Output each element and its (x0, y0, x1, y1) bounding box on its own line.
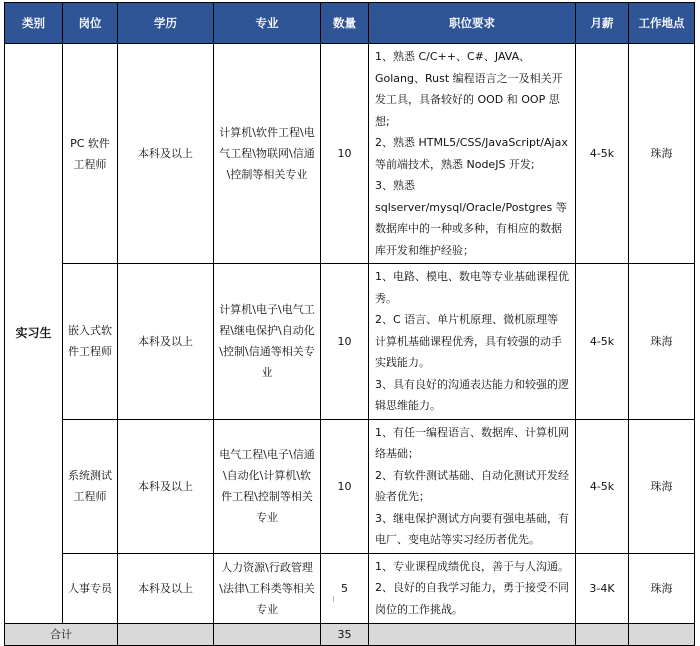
position-cell: 人事专员 (63, 553, 118, 623)
requirement-item: 2、C 语言、单片机原理、微机原理等计算机基础课程优秀，具有较强的动手实践能力。 (375, 313, 562, 369)
requirement-item: 3、熟悉 sqlserver/mysql/Oracle/Postgres 等数据库中的一种或多种，有相应的数据库开发和维护经验； (375, 179, 567, 257)
header-row (5, 3, 695, 44)
requirement-item: 3、继电保护测试方向要有强电基础，有电厂、变电站等实习经历者优先。 (375, 511, 569, 546)
salary-cell: 4-5k (576, 44, 629, 264)
category-cell: 实习生 (5, 44, 63, 624)
header-major: 专业 (214, 3, 321, 44)
location-cell: 珠海 (629, 419, 695, 553)
salary-cell: 4-5k (576, 264, 629, 420)
table-row (5, 419, 695, 553)
empty-cell (369, 623, 576, 645)
education-cell: 本科及以上 (118, 264, 214, 420)
education-cell: 本科及以上 (118, 44, 214, 264)
requirement-item: 3、具有良好的沟通表达能力和较强的逻辑思维能力。 (375, 377, 569, 412)
empty-cell (629, 623, 695, 645)
header-requirements: 职位要求 (369, 3, 576, 44)
salary-cell: 3-4K (576, 553, 629, 623)
position-cell: 嵌入式软件工程师 (63, 264, 118, 420)
requirement-item: 2、有软件测试基础、自动化测试开发经验者优先； (375, 468, 569, 503)
table-row (5, 553, 695, 623)
header-category: 类别 (5, 3, 63, 44)
major-cell: 电气工程\电子\信通\自动化\计算机\软件工程\控制等相关专业 (214, 419, 321, 553)
requirement-item: 2、熟悉 HTML5/CSS/JavaScript/Ajax 等前端技术，熟悉 NodeJS 开发; (375, 136, 568, 171)
requirement-item: 1、熟悉 C/C++、C#、JAVA、Golang、Rust 编程语言之一及相关开发工具，具备较好的 OOD 和 OOP 思想; (375, 50, 563, 128)
total-count: 35 (321, 623, 369, 645)
count-cell: 5 (321, 553, 369, 623)
major-cell: 计算机\软件工程\电气工程\物联网\信通\控制等相关专业 (214, 44, 321, 264)
total-label: 合计 (5, 623, 118, 645)
count-cell: 10 (321, 264, 369, 420)
position-cell: PC 软件工程师 (63, 44, 118, 264)
education-cell: 本科及以上 (118, 553, 214, 623)
requirements-cell (369, 553, 576, 623)
requirement-item: 1、电路、模电、数电等专业基础课程优秀。 (375, 270, 569, 305)
header-education: 学历 (118, 3, 214, 44)
table-row (5, 264, 695, 420)
location-cell: 珠海 (629, 44, 695, 264)
count-cell: 10 (321, 44, 369, 264)
recruitment-table (4, 2, 695, 646)
education-cell: 本科及以上 (118, 419, 214, 553)
position-cell: 系统测试工程师 (63, 419, 118, 553)
header-position: 岗位 (63, 3, 118, 44)
empty-cell (118, 623, 214, 645)
empty-cell (214, 623, 321, 645)
requirement-item: 2、良好的自我学习能力，勇于接受不同岗位的工作挑战。 (375, 581, 569, 616)
major-cell: 人力资源\行政管理\法律\工科类等相关专业 (214, 553, 321, 623)
requirements-cell (369, 44, 576, 264)
requirement-item: 1、专业课程成绩优良，善于与人沟通。 (375, 559, 569, 573)
total-row (5, 623, 695, 645)
requirements-cell (369, 264, 576, 420)
header-location: 工作地点 (629, 3, 695, 44)
header-salary: 月薪 (576, 3, 629, 44)
header-count: 数量 (321, 3, 369, 44)
major-cell: 计算机\电子\电气工程\继电保护\自动化\控制\信通等相关专业 (214, 264, 321, 420)
sheet-gridline (333, 596, 334, 602)
requirements-cell (369, 419, 576, 553)
location-cell: 珠海 (629, 264, 695, 420)
location-cell: 珠海 (629, 553, 695, 623)
table-row (5, 44, 695, 264)
count-cell: 10 (321, 419, 369, 553)
salary-cell: 4-5k (576, 419, 629, 553)
requirement-item: 1、有任一编程语言、数据库、计算机网络基础； (375, 425, 569, 460)
empty-cell (576, 623, 629, 645)
